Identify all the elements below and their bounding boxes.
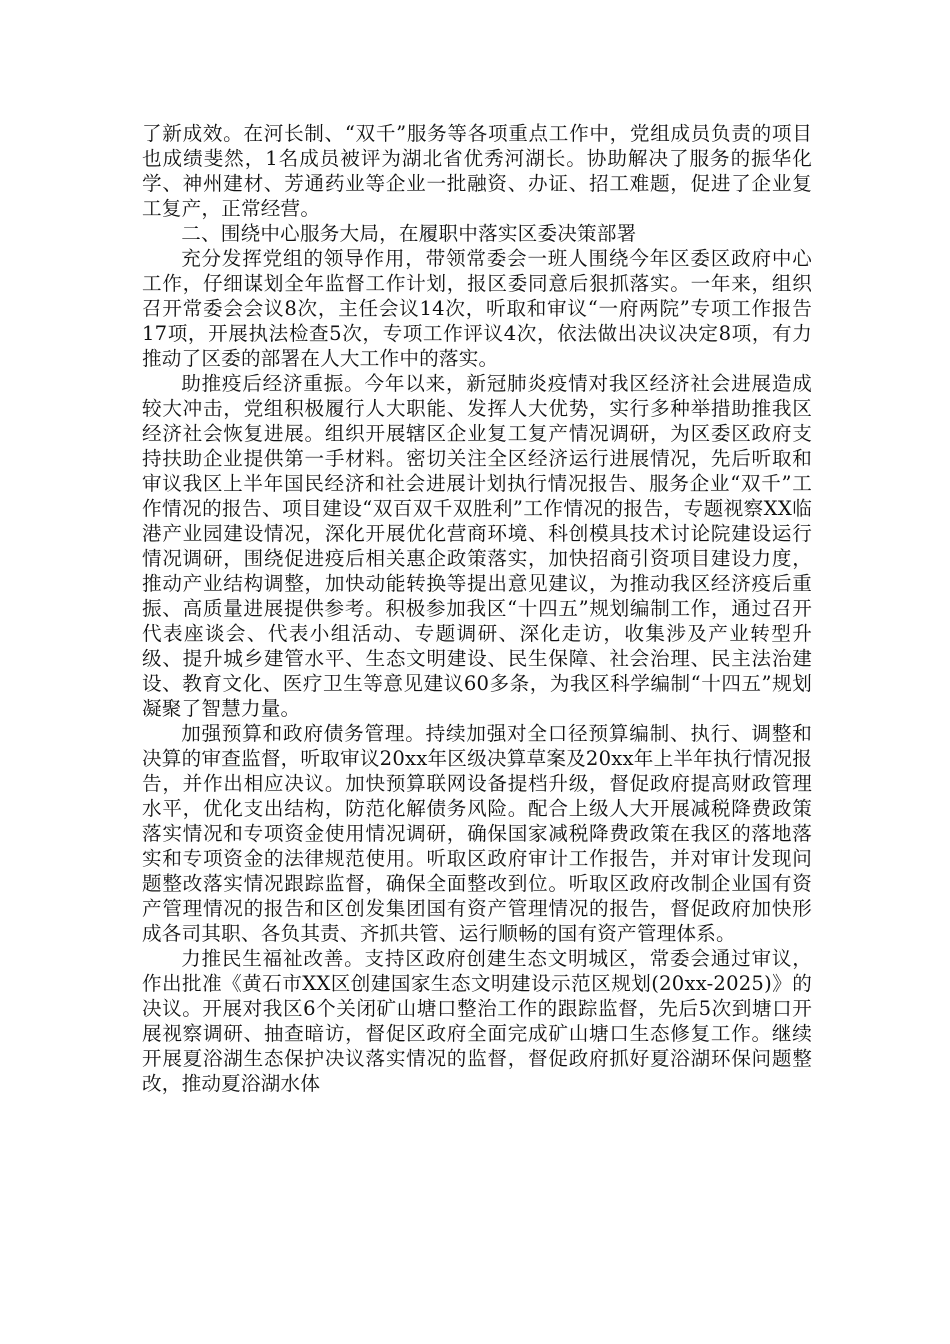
paragraph-economic-recovery: 助推疫后经济重振。今年以来，新冠肺炎疫情对我区经济社会进展造成较大冲击，党组积极履行人大职能、发挥人大优势，实行多种举措助推我区经济社会恢复进展。组织开展辖区企业复工复产情况调研，为区委区政府支持扶助企业提供第一手材料。密切关注全区经济运行进展情况，先后听取和审议我区上半年国民经济和社会进展计划执行情况报告、服务企业“双千”工作情况的报告、项目建设“双百双千双胜利”工作情况的报告，专题视察XX临港产业园建设情况，深化开展优化营商环境、科创模具技术讨论院建设运行情况调研，围绕促进疫后相关惠企政策落实，加快招商引资项目建设力度，推动产业结构调整，加快动能转换等提出意见建议，为推动我区经济疫后重振、高质量进展提供参考。积极参加我区“十四五”规划编制工作，通过召开代表座谈会、代表小组活动、专题调研、深化走访，收集涉及产业转型升级、提升城乡建管水平、生态文明建设、民生保障、社会治理、民主法治建设、教育文化、医疗卫生等意见建议60多条，为我区科学编制“十四五”规划凝聚了智慧力量。 [142, 372, 812, 720]
document-body [142, 121, 812, 1096]
paragraph-party-leadership: 充分发挥党组的领导作用，带领常委会一班人围绕今年区委区政府中心工作，仔细谋划全年监督工作计划，报区委同意后狠抓落实。一年来，组织召开常委会会议8次，主任会议14次，听取和审议“一府两院”专项工作报告17项，开展执法检查5次，专项工作评议4次，依法做出决议决定8项，有力推动了区委的部署在人大工作中的落实。 [142, 247, 812, 370]
section-heading: 二、围绕中心服务大局，在履职中落实区委决策部署 [181, 222, 637, 245]
paragraph-continuation: 了新成效。在河长制、“双千”服务等各项重点工作中，党组成员负责的项目也成绩斐然，1名成员被评为湖北省优秀河湖长。协助解决了服务的振华化学、神州建材、芳通药业等企业一批融资、办证、招工难题，促进了企业复工复产，正常经营。 [142, 122, 812, 220]
paragraph-budget-management: 加强预算和政府债务管理。持续加强对全口径预算编制、执行、调整和决算的审查监督，听取审议20xx年区级决算草案及20xx年上半年执行情况报告，并作出相应决议。加快预算联网设备提档升级，督促政府提高财政管理水平，优化支出结构，防范化解债务风险。配合上级人大开展减税降费政策落实情况和专项资金使用情况调研，确保国家减税降费政策在我区的落地落实和专项资金的法律规范使用。听取区政府审计工作报告，并对审计发现问题整改落实情况跟踪监督，确保全面整改到位。听取区政府改制企业国有资产管理情况的报告和区创发集团国有资产管理情况的报告，督促政府加快形成各司其职、各负其责、齐抓共管、运行顺畅的国有资产管理体系。 [142, 722, 812, 945]
paragraph-livelihood: 力推民生福祉改善。支持区政府创建生态文明城区，常委会通过审议，作出批准《黄石市XX区创建国家生态文明建设示范区规划(20xx-2025)》的决议。开展对我区6个关闭矿山塘口整治工作的跟踪监督，先后5次到塘口开展视察调研、抽查暗访，督促区政府全面完成矿山塘口生态修复工作。继续开展夏浴湖生态保护决议落实情况的监督，督促政府抓好夏浴湖环保问题整改，推动夏浴湖水体 [142, 947, 812, 1095]
